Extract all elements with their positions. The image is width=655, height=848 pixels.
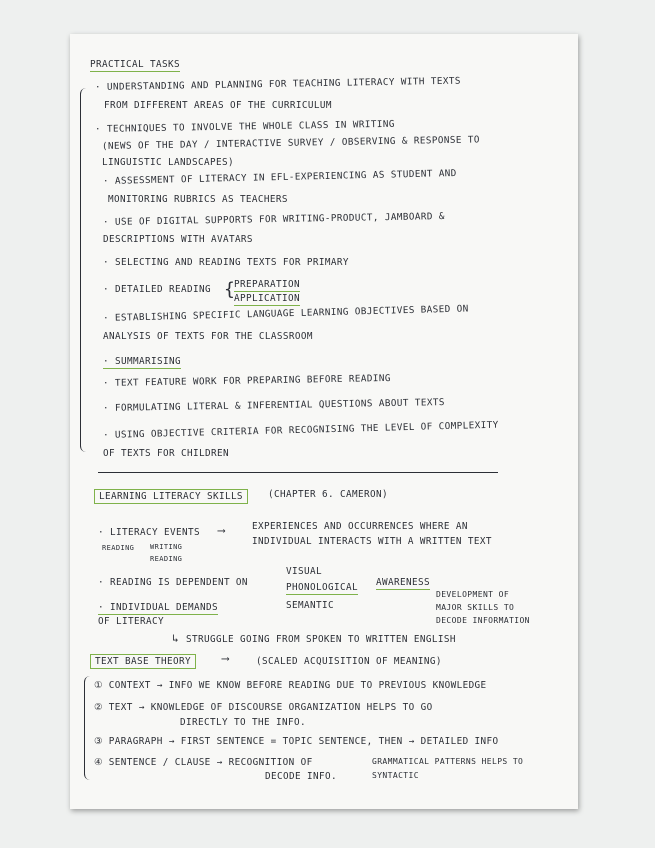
note-line: INDIVIDUAL INTERACTS WITH A WRITTEN TEXT <box>252 536 492 547</box>
note-line: MAJOR SKILLS TO <box>436 603 515 612</box>
section-divider <box>98 472 498 473</box>
section-3-brace <box>84 676 90 780</box>
item-line: (NEWS OF THE DAY / INTERACTIVE SURVEY / OBSERVING & RESPONSE TO <box>101 134 480 152</box>
note-line: DECODE INFO. <box>265 771 337 782</box>
item-line: · FORMULATING LITERAL & INFERENTIAL QUESTIONS ABOUT TEXTS <box>102 397 445 414</box>
item-line: ANALYSIS OF TEXTS FOR THE CLASSROOM <box>103 331 313 342</box>
note-line: READING <box>102 544 135 552</box>
item-line: PREPARATION <box>234 279 300 290</box>
note-line: OF LITERACY <box>98 616 164 627</box>
note-line: DEVELOPMENT OF <box>436 590 510 599</box>
item-line: · TECHNIQUES TO INVOLVE THE WHOLE CLASS IN WRITING <box>94 118 395 135</box>
item-line: LINGUISTIC LANDSCAPES) <box>102 157 234 168</box>
item-line: · ESTABLISHING SPECIFIC LANGUAGE LEARNING OBJECTIVES BASED ON <box>102 303 469 324</box>
item-line: DESCRIPTIONS WITH AVATARS <box>103 234 253 245</box>
note-line: SEMANTIC <box>286 600 334 611</box>
item-line: APPLICATION <box>234 293 300 304</box>
note-line: DECODE INFORMATION <box>436 616 530 625</box>
item-line: FROM DIFFERENT AREAS OF THE CURRICULUM <box>104 100 332 111</box>
section-1-brace <box>80 88 87 452</box>
section-subtitle: (CHAPTER 6. CAMERON) <box>268 489 388 500</box>
note-line: AWARENESS <box>376 577 430 588</box>
arrow-icon: ↳ <box>172 632 179 645</box>
arrow-icon: ⟶ <box>218 524 225 537</box>
item-line: · UNDERSTANDING AND PLANNING FOR TEACHING LITERACY WITH TEXTS <box>94 75 461 93</box>
item-line: MONITORING RUBRICS AS TEACHERS <box>108 194 288 205</box>
item-line: · DETAILED READING <box>103 284 211 295</box>
note-line: · LITERACY EVENTS <box>98 527 200 538</box>
note-line: DIRECTLY TO THE INFO. <box>180 717 306 728</box>
section-subtitle: (SCALED ACQUISITION OF MEANING) <box>256 656 442 667</box>
note-line: · READING IS DEPENDENT ON <box>98 577 248 588</box>
arrow-icon: ⟶ <box>222 652 229 665</box>
note-line: EXPERIENCES AND OCCURRENCES WHERE AN <box>252 521 468 532</box>
item-line: · SUMMARISING <box>103 356 181 367</box>
item-line: · ASSESSMENT OF LITERACY IN EFL-EXPERIENCING AS STUDENT AND <box>102 167 457 187</box>
note-line: READING <box>150 555 183 563</box>
note-line: · INDIVIDUAL DEMANDS <box>98 602 218 613</box>
section-title-learning-literacy-skills: LEARNING LITERACY SKILLS <box>94 489 248 504</box>
item-line: · SELECTING AND READING TEXTS FOR PRIMARY <box>103 257 349 268</box>
brace-small: { <box>224 279 236 300</box>
note-line: VISUAL <box>286 566 322 577</box>
item-line: · USING OBJECTIVE CRITERIA FOR RECOGNISING THE LEVEL OF COMPLEXITY <box>102 419 499 441</box>
note-line: ③ PARAGRAPH → FIRST SENTENCE = TOPIC SENTENCE, THEN → DETAILED INFO <box>94 736 499 747</box>
section-title-practical-tasks: PRACTICAL TASKS <box>90 59 180 70</box>
note-line: PHONOLOGICAL <box>286 582 358 593</box>
item-line: · TEXT FEATURE WORK FOR PREPARING BEFORE READING <box>102 372 391 389</box>
note-line: SYNTACTIC <box>372 771 419 780</box>
section-title-text-base-theory: TEXT BASE THEORY <box>90 654 196 669</box>
item-line: OF TEXTS FOR CHILDREN <box>103 448 229 459</box>
note-line: STRUGGLE GOING FROM SPOKEN TO WRITTEN ENGLISH <box>186 634 456 645</box>
note-line: WRITING <box>150 543 183 551</box>
note-line: GRAMMATICAL PATTERNS HELPS TO <box>372 757 524 766</box>
item-line: · USE OF DIGITAL SUPPORTS FOR WRITING-PRODUCT, JAMBOARD & <box>102 211 445 228</box>
note-line: ② TEXT → KNOWLEDGE OF DISCOURSE ORGANIZATION HELPS TO GO <box>94 702 433 713</box>
note-line: ① CONTEXT → INFO WE KNOW BEFORE READING DUE TO PREVIOUS KNOWLEDGE <box>94 680 487 691</box>
note-line: ④ SENTENCE / CLAUSE → RECOGNITION OF <box>94 757 313 768</box>
